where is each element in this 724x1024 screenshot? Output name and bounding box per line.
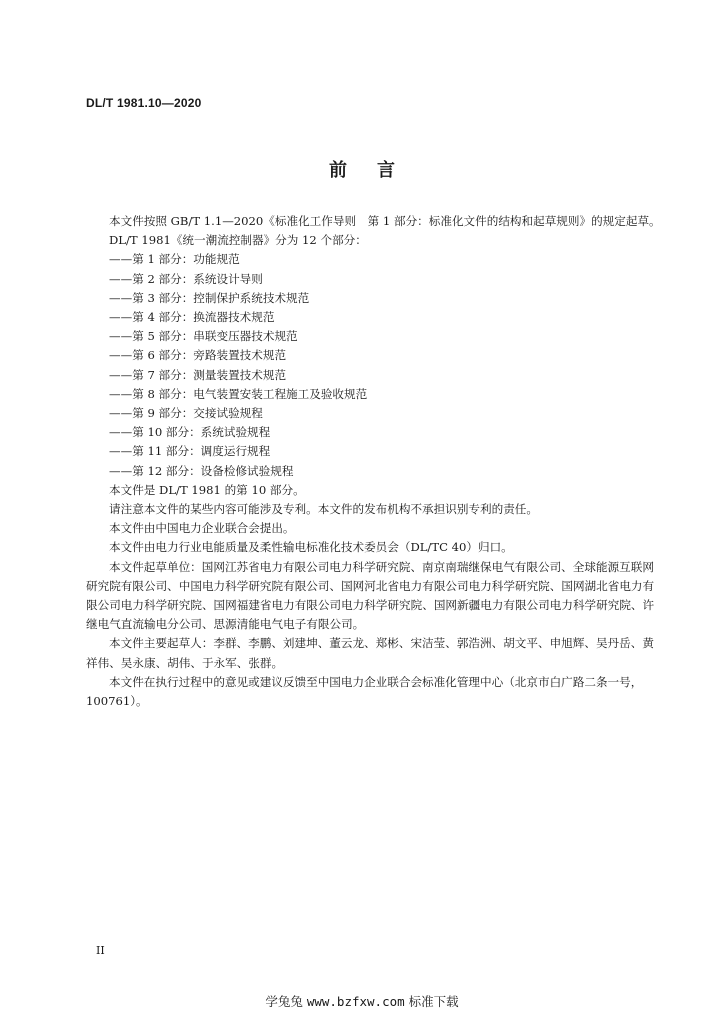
footer-url[interactable]: www.bzfxw.com bbox=[306, 994, 405, 1009]
list-item: ——第 12 部分：设备检修试验规程 bbox=[109, 463, 294, 478]
managed-paragraph: 本文件由电力行业电能质量及柔性输电标准化技术委员会（DL/TC 40）归口。 bbox=[109, 540, 513, 555]
page-title bbox=[0, 156, 724, 182]
title-char-2: 言 bbox=[377, 160, 395, 181]
list-item: ——第 8 部分：电气装置安装工程施工及验收规范 bbox=[109, 386, 368, 401]
footer-label: 标准下载 bbox=[408, 994, 459, 1009]
list-item: ——第 4 部分：换流器技术规范 bbox=[109, 310, 275, 325]
list-item: ——第 11 部分：调度运行规程 bbox=[109, 444, 271, 459]
list-item: ——第 6 部分：旁路装置技术规范 bbox=[109, 348, 287, 363]
drafters-paragraph: 本文件主要起草人：李群、李鹏、刘建坤、董云龙、郑彬、宋洁莹、郭浩洲、胡文平、申旭辉、吴丹岳、黄祥伟、吴永康、胡伟、于永军、张群。 bbox=[86, 636, 654, 670]
list-item: ——第 2 部分：系统设计导则 bbox=[109, 271, 263, 286]
list-item: ——第 1 部分：功能规范 bbox=[109, 252, 240, 267]
intro-paragraph-2: DL/T 1981《统一潮流控制器》分为 12 个部分： bbox=[109, 233, 367, 248]
this-part-paragraph: 本文件是 DL/T 1981 的第 10 部分。 bbox=[109, 482, 305, 497]
list-item: ——第 9 部分：交接试验规程 bbox=[109, 406, 263, 421]
title-char-1: 前 bbox=[329, 160, 347, 181]
list-item: ——第 10 部分：系统试验规程 bbox=[109, 425, 271, 440]
intro-paragraph-1: 本文件按照 GB/T 1.1—2020《标准化工作导则 第 1 部分：标准化文件的结构和起草规则》的规定起草。 bbox=[109, 214, 661, 228]
list-item: ——第 3 部分：控制保护系统技术规范 bbox=[109, 290, 310, 305]
page-number: II bbox=[96, 944, 105, 957]
feedback-paragraph: 本文件在执行过程中的意见或建议反馈至中国电力企业联合会标准化管理中心（北京市白广路二条一号，100761）。 bbox=[86, 674, 643, 709]
drafting-units-paragraph: 本文件起草单位：国网江苏省电力有限公司电力科学研究院、南京南瑞继保电气有限公司、全球能源互联网研究院有限公司、中国电力科学研究院有限公司、国网河北省电力有限公司电力科学研究院、国网湖北省电力有限公司电力科学研究院、国网福建省电力有限公司电力科学研究院、国网新疆电力有限公司电力科学研究院、许继电气直流输电分公司、思源清能电气电子有限公司。 bbox=[86, 559, 655, 632]
document-id: DL/T 1981.10—2020 bbox=[86, 96, 202, 110]
list-item: ——第 5 部分：串联变压器技术规范 bbox=[109, 329, 298, 344]
patent-paragraph: 请注意本文件的某些内容可能涉及专利。本文件的发布机构不承担识别专利的责任。 bbox=[109, 502, 538, 517]
footer-watermark bbox=[0, 992, 724, 1010]
proposed-paragraph: 本文件由中国电力企业联合会提出。 bbox=[109, 521, 295, 536]
foreword-body bbox=[86, 212, 664, 711]
list-item: ——第 7 部分：测量装置技术规范 bbox=[109, 367, 287, 382]
footer-site-name: 学兔兔 bbox=[265, 994, 303, 1009]
parts-list bbox=[86, 250, 664, 480]
